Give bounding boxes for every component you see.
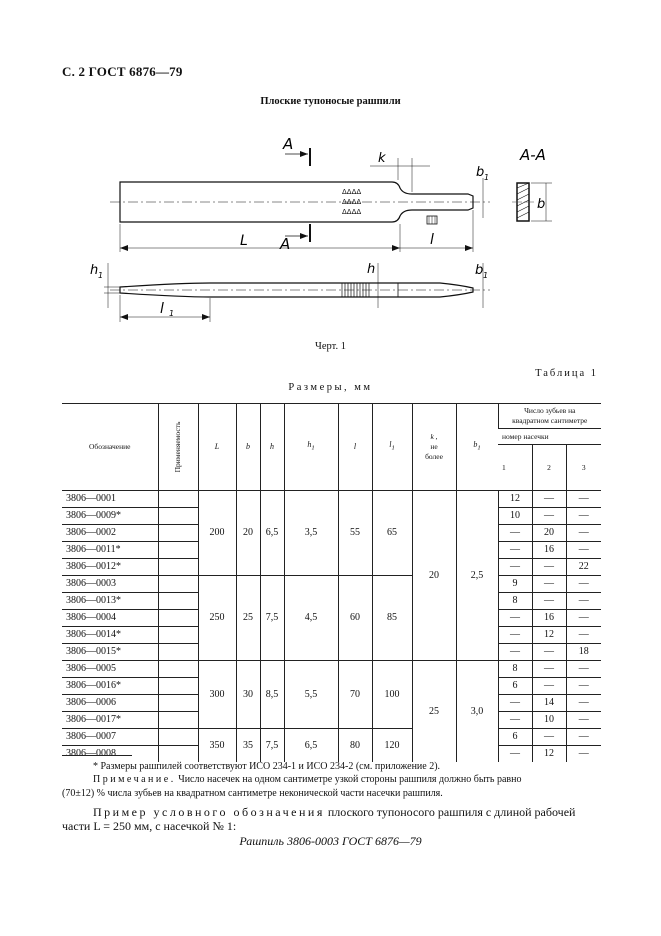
footnote-rule — [62, 755, 132, 756]
cell-designation: 3806—0004 — [62, 610, 158, 627]
cell-teeth-c1: — — [498, 712, 532, 729]
cell-teeth-c2: — — [532, 644, 566, 661]
cell-l1: 85 — [372, 576, 412, 661]
cell-applicability — [158, 491, 198, 508]
header-h: h — [260, 404, 284, 491]
svg-text:1: 1 — [169, 309, 175, 318]
svg-text:ΔΔΔΔ: ΔΔΔΔ — [342, 188, 362, 196]
cell-b: 30 — [236, 661, 260, 729]
cell-teeth-c2: 12 — [532, 746, 566, 763]
cell-l1: 120 — [372, 729, 412, 763]
cell-h: 8,5 — [260, 661, 284, 729]
cell-h1: 6,5 — [284, 729, 338, 763]
cell-h1: 5,5 — [284, 661, 338, 729]
dim-L — [120, 224, 400, 252]
page-title: Плоские тупоносые рашпили — [260, 96, 401, 107]
section-a-a — [512, 146, 552, 221]
cell-applicability — [158, 559, 198, 576]
cell-b: 35 — [236, 729, 260, 763]
cell-teeth-c3: — — [566, 542, 601, 559]
cell-applicability — [158, 508, 198, 525]
header-b: b — [236, 404, 260, 491]
rasp-side-view — [110, 283, 490, 297]
cell-teeth-c3: — — [566, 746, 601, 763]
cell-teeth-c2: 20 — [532, 525, 566, 542]
cell-h1: 3,5 — [284, 491, 338, 576]
dim-b1-side — [475, 263, 488, 308]
svg-text:А: А — [283, 135, 294, 153]
cell-teeth-c1: 10 — [498, 508, 532, 525]
cell-teeth-c1: 8 — [498, 661, 532, 678]
cell-teeth-c1: 6 — [498, 729, 532, 746]
cell-applicability — [158, 678, 198, 695]
svg-text:h: h — [90, 263, 99, 278]
cell-applicability — [158, 712, 198, 729]
cell-designation: 3806—0011* — [62, 542, 158, 559]
cell-L: 250 — [198, 576, 236, 661]
rasp-drawing — [80, 128, 580, 328]
cell-teeth-c2: — — [532, 678, 566, 695]
cell-k: 20 — [412, 491, 456, 661]
cell-designation: 3806—0016* — [62, 678, 158, 695]
header-teeth: Число зубьев на квадратном сантиметре — [498, 404, 601, 429]
cell-teeth-c1: 9 — [498, 576, 532, 593]
example-designation: Рашпиль 3806-0003 ГОСТ 6876—79 — [239, 834, 422, 848]
table-row — [62, 729, 601, 746]
cell-teeth-c2: 16 — [532, 610, 566, 627]
cell-teeth-c1: 6 — [498, 678, 532, 695]
cell-teeth-c3: — — [566, 610, 601, 627]
figure-caption: Черт. 1 — [315, 341, 346, 352]
dim-h1-left — [90, 263, 120, 308]
cell-teeth-c3: — — [566, 508, 601, 525]
cell-L: 300 — [198, 661, 236, 729]
cell-teeth-c2: — — [532, 491, 566, 508]
cell-teeth-c2: — — [532, 508, 566, 525]
header-l1: $l_1$ — [372, 404, 412, 491]
svg-text:h: h — [367, 262, 376, 277]
cell-designation: 3806—0001 — [62, 491, 158, 508]
cell-teeth-c3: 22 — [566, 559, 601, 576]
svg-text:l: l — [160, 301, 164, 317]
cell-teeth-c1: — — [498, 525, 532, 542]
footnote: * Размеры рашпилей соответствуют ИСО 234-1 и ИСО 234-2 (см. приложение 2). — [93, 761, 441, 772]
example-continuation: части L = 250 мм, с насечкой № 1: — [62, 819, 237, 833]
cell-applicability — [158, 542, 198, 559]
svg-text:1: 1 — [98, 271, 104, 280]
header-h1: $h_1$ — [284, 404, 338, 491]
cell-teeth-c1: — — [498, 610, 532, 627]
page-header: С. 2 ГОСТ 6876—79 — [62, 64, 183, 79]
cell-applicability — [158, 695, 198, 712]
cell-applicability — [158, 593, 198, 610]
cell-designation: 3806—0007 — [62, 729, 158, 746]
cell-l: 70 — [338, 661, 372, 729]
note-continuation: (70±12) % числа зубьев на квадратном сантиметре неконической части насечки рашпиля. — [62, 788, 443, 799]
cell-teeth-c3: — — [566, 525, 601, 542]
cell-designation: 3806—0015* — [62, 644, 158, 661]
cell-teeth-c2: — — [532, 593, 566, 610]
note: Примечание. Число насечек на одном сантиметре узкой стороны рашпиля должно быть равно — [93, 774, 522, 785]
cell-teeth-c3: — — [566, 729, 601, 746]
header-cut-3: 3 — [566, 445, 601, 491]
svg-text:А: А — [280, 235, 291, 253]
svg-text:b: b — [476, 165, 485, 180]
cell-b1: 2,5 — [456, 491, 498, 661]
cell-h: 7,5 — [260, 576, 284, 661]
header-cut-number: номер насечки — [498, 429, 601, 445]
header-b1: $b_1$ — [456, 404, 498, 491]
header-designation: Обозначение — [62, 404, 158, 491]
table-row — [62, 576, 601, 593]
cell-teeth-c2: — — [532, 559, 566, 576]
cell-L: 350 — [198, 729, 236, 763]
cell-designation: 3806—0005 — [62, 661, 158, 678]
cell-applicability — [158, 576, 198, 593]
cell-applicability — [158, 627, 198, 644]
cell-teeth-c2: — — [532, 576, 566, 593]
cell-applicability — [158, 661, 198, 678]
header-l: l — [338, 404, 372, 491]
cell-l: 60 — [338, 576, 372, 661]
cell-h: 6,5 — [260, 491, 284, 576]
cell-teeth-c2: — — [532, 729, 566, 746]
cell-teeth-c1: 12 — [498, 491, 532, 508]
cell-designation: 3806—0009* — [62, 508, 158, 525]
dim-k — [370, 151, 430, 192]
header-L: L — [198, 404, 236, 491]
cell-teeth-c3: — — [566, 661, 601, 678]
svg-text:ΔΔΔΔ: ΔΔΔΔ — [342, 198, 362, 206]
svg-text:1: 1 — [483, 271, 489, 280]
cell-applicability — [158, 525, 198, 542]
cell-applicability — [158, 729, 198, 746]
cut-marker-top — [282, 135, 310, 166]
cell-teeth-c1: — — [498, 542, 532, 559]
cell-teeth-c2: 14 — [532, 695, 566, 712]
cell-h: 7,5 — [260, 729, 284, 763]
header-k: k , не более — [412, 404, 456, 491]
table-row — [62, 661, 601, 678]
cell-l: 55 — [338, 491, 372, 576]
cell-teeth-c1: — — [498, 746, 532, 763]
cell-l: 80 — [338, 729, 372, 763]
cell-designation: 3806—0003 — [62, 576, 158, 593]
svg-text:L: L — [240, 233, 248, 249]
rasp-top-view — [110, 182, 490, 224]
cell-teeth-c3: — — [566, 491, 601, 508]
svg-text:b: b — [537, 197, 546, 212]
example: Пример условного обозначения плоского тупоносого рашпиля с длиной рабочей — [93, 805, 576, 819]
dim-b1-top — [476, 165, 489, 218]
cell-teeth-c3: — — [566, 678, 601, 695]
svg-text:l: l — [430, 232, 434, 248]
cell-L: 200 — [198, 491, 236, 576]
cell-teeth-c3: 18 — [566, 644, 601, 661]
cell-applicability — [158, 644, 198, 661]
svg-text:ΔΔΔΔ: ΔΔΔΔ — [342, 208, 362, 216]
cell-l1: 65 — [372, 491, 412, 576]
cell-designation: 3806—0013* — [62, 593, 158, 610]
cell-teeth-c2: — — [532, 661, 566, 678]
cut-marker-bottom — [279, 224, 310, 253]
header-applicability: Применяемость — [158, 404, 198, 491]
cell-h1: 4,5 — [284, 576, 338, 661]
cell-k: 25 — [412, 661, 456, 763]
header-cut-1: 1 — [498, 445, 532, 491]
dimensions-table — [62, 403, 601, 762]
table-row — [62, 491, 601, 508]
cell-designation: 3806—0006 — [62, 695, 158, 712]
cell-teeth-c3: — — [566, 712, 601, 729]
table-label: Таблица 1 — [535, 368, 598, 379]
table-caption: Размеры, мм — [288, 382, 373, 393]
cell-b1: 3,0 — [456, 661, 498, 763]
cell-b: 25 — [236, 576, 260, 661]
cell-l1: 100 — [372, 661, 412, 729]
cell-applicability — [158, 610, 198, 627]
cell-teeth-c3: — — [566, 627, 601, 644]
cell-designation: 3806—0008 — [66, 748, 116, 759]
cell-teeth-c2: 12 — [532, 627, 566, 644]
cell-teeth-c1: — — [498, 695, 532, 712]
cell-teeth-c1: — — [498, 627, 532, 644]
cell-designation: 3806—0014* — [62, 627, 158, 644]
cell-teeth-c1: — — [498, 644, 532, 661]
cell-teeth-c1: 8 — [498, 593, 532, 610]
cell-teeth-c2: 10 — [532, 712, 566, 729]
dim-l1 — [120, 295, 210, 322]
svg-text:b: b — [475, 263, 484, 278]
cell-teeth-c2: 16 — [532, 542, 566, 559]
cell-teeth-c3: — — [566, 695, 601, 712]
cell-designation: 3806—0017* — [62, 712, 158, 729]
cell-designation: 3806—0002 — [62, 525, 158, 542]
svg-text:1: 1 — [484, 173, 490, 182]
svg-text:k: k — [378, 151, 386, 166]
cell-designation: 3806—0012* — [62, 559, 158, 576]
cell-b: 20 — [236, 491, 260, 576]
cell-teeth-c3: — — [566, 576, 601, 593]
cell-teeth-c3: — — [566, 593, 601, 610]
header-cut-2: 2 — [532, 445, 566, 491]
svg-text:А-А: А-А — [520, 146, 546, 164]
table-body — [62, 491, 601, 763]
cell-teeth-c1: — — [498, 559, 532, 576]
